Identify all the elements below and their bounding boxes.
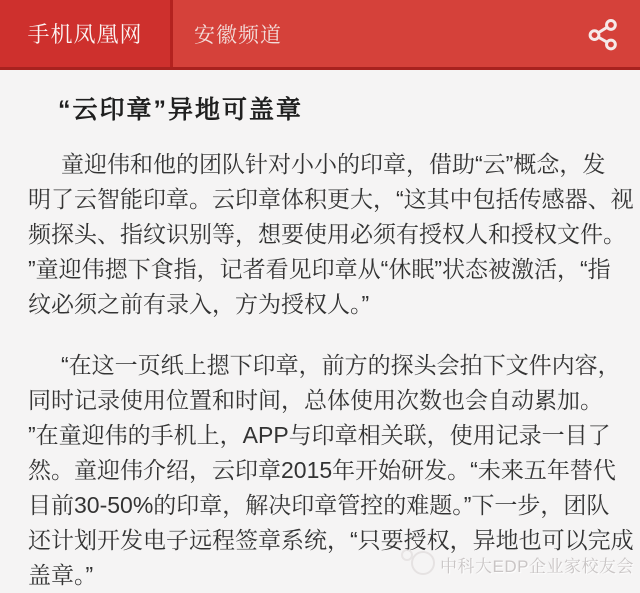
article-line: ”在童迎伟的手机上，APP与印章相关联，使用记录一目了 xyxy=(28,422,611,448)
emblem-big-circle xyxy=(411,551,435,575)
site-logo-label: 手机凤凰网 xyxy=(27,22,143,47)
article-line: 频探头、指纹识别等，想要使用必须有授权人和授权文件。 xyxy=(28,221,626,247)
article-line: 童迎伟和他的团队针对小小的印章，借助“云”概念，发 xyxy=(61,151,606,177)
article-content xyxy=(0,70,640,593)
article-headline: “云印章”异地可盖章 xyxy=(58,96,304,124)
channel-tab[interactable]: 安徽频道 xyxy=(194,23,282,47)
watermark-label: 中科大EDP企业家校友会 xyxy=(440,556,634,576)
article-line: “在这一页纸上摁下印章，前方的探头会拍下文件内容， xyxy=(61,352,621,378)
round-emblem-icon xyxy=(401,549,435,579)
article-line: 盖章。” xyxy=(28,562,94,588)
site-logo[interactable] xyxy=(0,0,173,67)
article-line: ”童迎伟摁下食指，记者看见印章从“休眠”状态被激活，“指 xyxy=(28,256,611,282)
article-line: 目前30-50%的印章，解决印章管控的难题。”下一步，团队 xyxy=(28,492,610,518)
share-button[interactable] xyxy=(584,15,622,53)
article-paragraph xyxy=(28,147,634,322)
share-icon xyxy=(586,17,620,51)
article-line: 然。童迎伟介绍，云印章2015年开始研发。“未来五年替代 xyxy=(28,457,616,483)
app-header xyxy=(0,0,640,70)
article-line: 明了云智能印章。云印章体积更大，“这其中包括传感器、视 xyxy=(28,186,634,212)
article-line: 纹必须之前有录入，方为授权人。” xyxy=(28,291,370,317)
article-line: 同时记录使用位置和时间，总体使用次数也会自动累加。 xyxy=(28,387,603,413)
article-line: 还计划开发电子远程签章系统，“只要授权，异地也可以完成 xyxy=(28,527,634,553)
watermark xyxy=(401,549,634,579)
